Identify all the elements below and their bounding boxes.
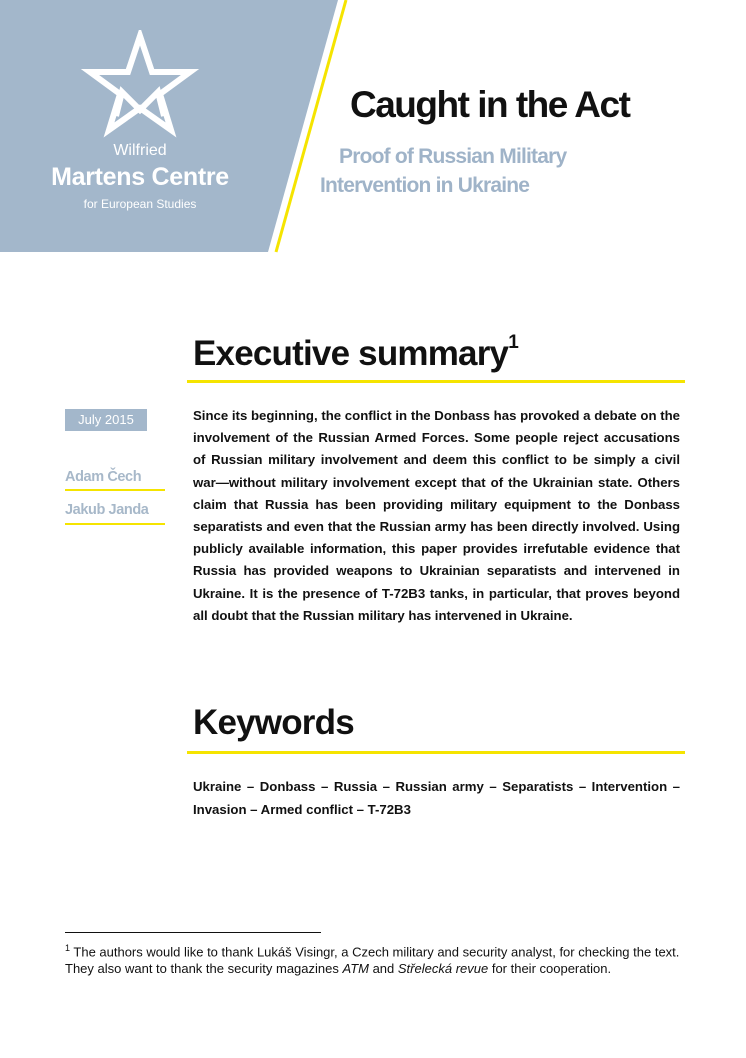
executive-summary-body: Since its beginning, the conflict in the Donbass has provoked a debate on the involvement of the Russian Armed Forces. Some people reject accusations of Russian military involvement and deem this conflict to be simply a civil war—without military involvement except that of the Ukrainian state. Others claim that Russia has been providing military equipment to the Donbass separatists and even that the Russian army has been directly involved. Using publicly available information, this paper provides irrefutable evidence that Russia has provided weapons to Ukrainian separatists and intervened in Ukraine. It is the presence of T-72B3 tanks, in particular, that proves beyond all doubt that the Russian military has intervened in Ukraine. [193,408,680,623]
section-divider [187,380,685,383]
executive-summary-heading [193,334,683,374]
keywords-list: Ukraine – Donbass – Russia – Russian army – Separatists – Intervention – Invasion – Armed conflict – T-72B3 [193,779,680,817]
footnote-text: for their cooperation. [488,960,612,976]
author-link[interactable]: Adam Čech [65,469,142,485]
brand-wordmark-top: Wilfried [113,142,167,159]
brand-wordmark-bottom: for European Studies [83,197,197,211]
publication-date-badge: July 2015 [65,409,147,431]
subtitle-line-1: Proof of Russian Military [339,145,567,168]
footnote-marker: 1 [65,943,71,953]
footnote-reference: 1 [508,332,518,354]
document-subtitle [320,142,640,200]
footnote-magazine-strelecka: Střelecká revue [397,960,489,976]
footnote-magazine-atm: ATM [342,960,369,976]
footnote-text: and [368,960,398,976]
footnote [65,940,685,977]
footnote-separator [65,932,321,933]
author-underline [65,523,165,525]
keywords-heading: Keywords [193,703,354,742]
subtitle-line-2: Intervention in Ukraine [320,174,530,197]
document-title: Caught in the Act [350,84,630,125]
brand-wordmark-name: Martens Centre [51,163,229,191]
executive-summary-heading-text: Executive summary [193,334,509,373]
footnote-text: The authors would like to thank Lukáš Visingr, a Czech military and security analyst, for checking the text. They also want to thank the security magazines [65,944,680,976]
author-underline [65,489,165,491]
section-divider [187,751,685,754]
author-link[interactable]: Jakub Janda [65,502,149,518]
martens-centre-star-logo-icon [80,30,200,140]
